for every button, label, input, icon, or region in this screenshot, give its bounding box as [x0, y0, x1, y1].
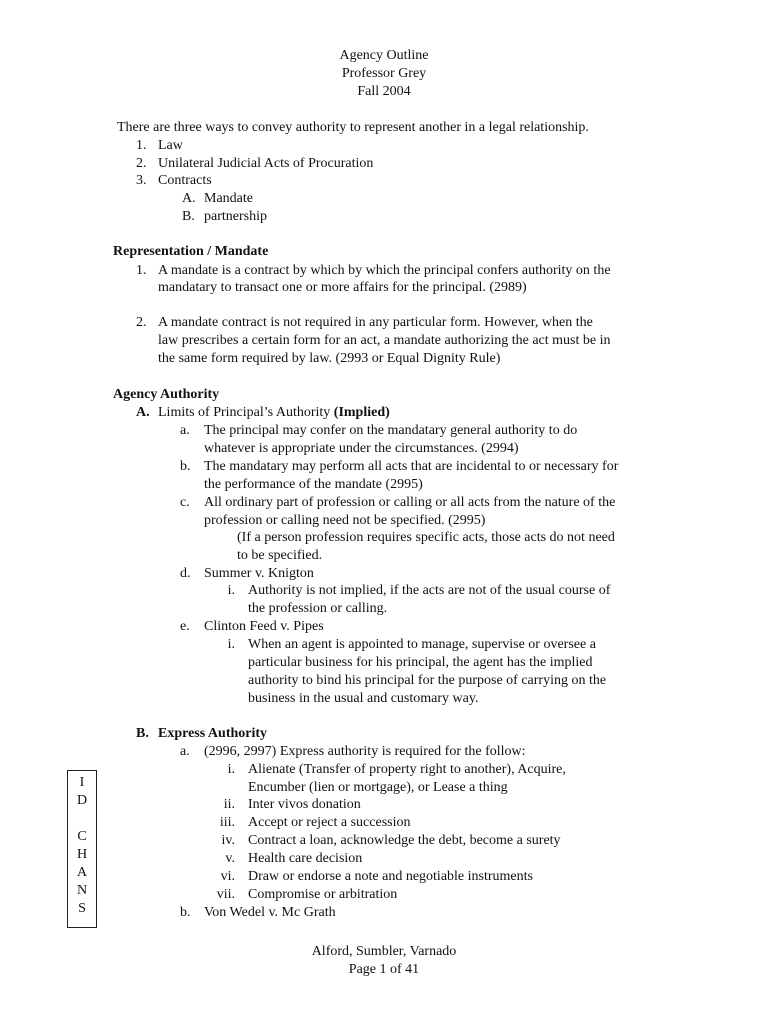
paragraph-line: Contract a loan, acknowledge the debt, become a surety [248, 833, 561, 848]
side-text-box [67, 770, 97, 928]
paragraph-line: The principal may confer on the mandatary general authority to do [204, 423, 578, 438]
section-heading-representation: Representation / Mandate [113, 244, 269, 259]
paragraph-line: Inter vivos donation [248, 797, 361, 812]
side-letter: D [76, 793, 88, 808]
list-number: 1. [136, 138, 147, 153]
paragraph-line: authority to bind his principal for the purpose of carrying on the [248, 673, 607, 688]
case-name: Summer v. Knigton [204, 566, 314, 581]
list-roman: iii. [219, 815, 235, 830]
list-letter: a. [180, 423, 190, 438]
paragraph-line: When an agent is appointed to manage, supervise or oversee a [248, 637, 596, 652]
list-number: 2. [136, 315, 147, 330]
doc-title: Agency Outline [339, 48, 429, 63]
paragraph-line: the profession or calling. [248, 601, 388, 616]
list-letter: B. [182, 209, 195, 224]
subsection-letter: A. [136, 405, 150, 420]
paragraph-line: (If a person profession requires specific acts, those acts do not need [237, 530, 615, 545]
list-roman: ii. [223, 797, 235, 812]
footer-authors: Alford, Sumbler, Varnado [311, 944, 457, 959]
paragraph-line: Accept or reject a succession [248, 815, 411, 830]
list-roman: i. [227, 583, 235, 598]
paragraph-line: All ordinary part of profession or calling or all acts from the nature of the [204, 495, 616, 510]
list-letter: b. [180, 905, 191, 920]
paragraph-line: law prescribes a certain form for an act, a mandate authorizing the act must be in [158, 333, 611, 348]
paragraph-line: profession or calling need not be specified. (2995) [204, 513, 486, 528]
doc-term: Fall 2004 [357, 84, 411, 99]
case-name: Von Wedel v. Mc Grath [204, 905, 336, 920]
list-roman: i. [227, 762, 235, 777]
list-roman: vi. [220, 869, 235, 884]
side-letter: C [77, 829, 87, 844]
subsection-title-implied [158, 404, 390, 422]
list-letter: A. [182, 191, 196, 206]
paragraph-line: mandatary to transact one or more affairs for the principal. (2989) [158, 280, 527, 295]
paragraph-line: The mandatary may perform all acts that are incidental to or necessary for [204, 459, 619, 474]
paragraph-line: business in the usual and customary way. [248, 691, 479, 706]
page-number: Page 1 of 41 [348, 962, 420, 977]
section-heading-agency: Agency Authority [113, 387, 220, 402]
subsection-title-text: Limits of Principal’s Authority [158, 405, 334, 420]
list-item: Contracts [158, 173, 212, 188]
list-letter: e. [180, 619, 190, 634]
paragraph-line: the performance of the mandate (2995) [204, 477, 423, 492]
list-letter: b. [180, 459, 191, 474]
list-item: Unilateral Judicial Acts of Procuration [158, 156, 374, 171]
list-letter: a. [180, 744, 190, 759]
side-letter: H [76, 847, 88, 862]
paragraph-line: to be specified. [237, 548, 323, 563]
paragraph-line: Draw or endorse a note and negotiable instruments [248, 869, 533, 884]
side-letter: I [79, 775, 85, 790]
paragraph-line: Authority is not implied, if the acts are not of the usual course of [248, 583, 611, 598]
side-letter: A [76, 865, 88, 880]
paragraph-line: whatever is appropriate under the circumstances. (2994) [204, 441, 519, 456]
side-letter: N [76, 883, 88, 898]
intro-text: There are three ways to convey authority to represent another in a legal relationship. [117, 120, 589, 135]
list-roman: iv. [221, 833, 235, 848]
list-item: partnership [204, 209, 267, 224]
subsection-title-express: Express Authority [158, 726, 268, 741]
subsection-title-bold: (Implied) [333, 405, 390, 420]
paragraph-line: A mandate is a contract by which by which the principal confers authority on the [158, 263, 611, 278]
paragraph-line: particular business for his principal, the agent has the implied [248, 655, 593, 670]
paragraph-line: the same form required by law. (2993 or Equal Dignity Rule) [158, 351, 501, 366]
paragraph-line: A mandate contract is not required in any particular form. However, when the [158, 315, 593, 330]
subsection-letter: B. [136, 726, 149, 741]
paragraph-line: Encumber (lien or mortgage), or Lease a thing [248, 780, 508, 795]
list-roman: i. [227, 637, 235, 652]
list-letter: c. [180, 495, 190, 510]
paragraph-line: Health care decision [248, 851, 363, 866]
case-name: Clinton Feed v. Pipes [204, 619, 324, 634]
doc-professor: Professor Grey [341, 66, 427, 81]
side-letter: S [78, 901, 86, 916]
list-letter: d. [180, 566, 191, 581]
paragraph-line: (2996, 2997) Express authority is required for the follow: [204, 744, 526, 759]
paragraph-line: Alienate (Transfer of property right to another), Acquire, [248, 762, 566, 777]
list-item: Law [158, 138, 183, 153]
list-number: 3. [136, 173, 147, 188]
list-roman: vii. [216, 887, 235, 902]
list-roman: v. [225, 851, 235, 866]
list-number: 1. [136, 263, 147, 278]
list-number: 2. [136, 156, 147, 171]
paragraph-line: Compromise or arbitration [248, 887, 398, 902]
list-item: Mandate [204, 191, 253, 206]
